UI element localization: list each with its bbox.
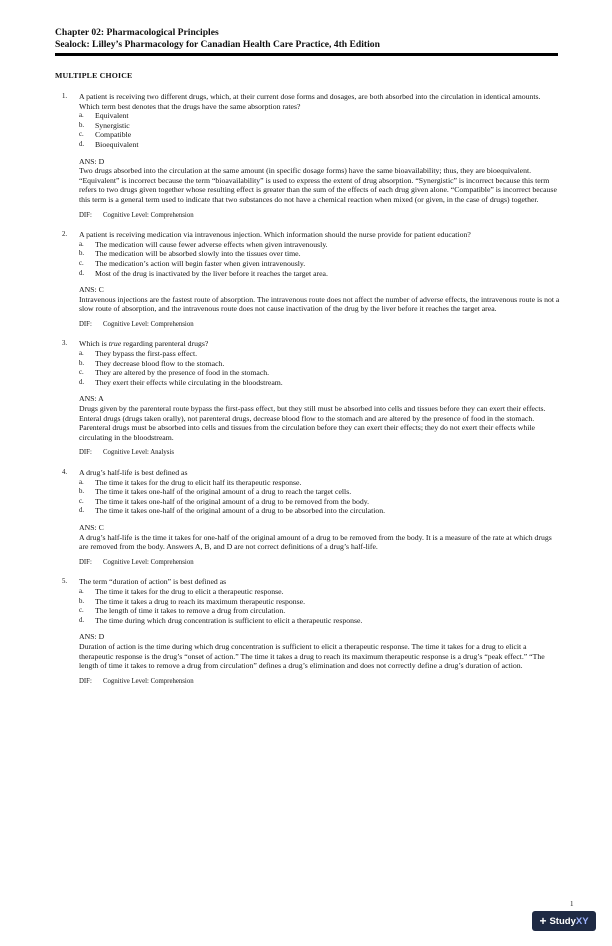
option-text: The time it takes a drug to reach its maximum therapeutic response.	[95, 596, 306, 606]
option-text: They decrease blood flow to the stomach.	[95, 358, 225, 368]
difficulty	[79, 448, 560, 458]
stem-text: regarding parenteral drugs?	[121, 339, 209, 349]
question-number: 2.	[62, 231, 68, 239]
option-text: The medication’s action will begin faster when given intravenously.	[95, 258, 306, 268]
option-b	[79, 597, 560, 607]
rationale: Intravenous injections are the fastest route of absorption. The intravenous route does not affect the number of adverse effects, the intravenous route is not a slow route of absorption, and the intravenous route does not cause inactivation of the drug by the liver before it reaches the target area.	[79, 294, 560, 314]
header-rule	[55, 53, 558, 56]
option-c	[79, 368, 560, 378]
option-letter: a.	[79, 587, 84, 595]
answer-key: ANS: D	[79, 632, 105, 642]
option-letter: b.	[79, 597, 85, 605]
rationale: Two drugs absorbed into the circulation at the same amount (in specific dosage forms) have the same bioavailability; thus, they are bioequivalent. “Equivalent” is incorrect because the term “bioavailability” is used to express the extent of drug absorption. “Synergistic” is incorrect because this term refers to two drugs given together whose resulting effect is greater than the sum of the effects of each drug given alone. “Compatible” is incorrect because this term is a general term used to indicate that two substances do not have a chemical reaction when mixed (or given, in the case of drugs) together.	[79, 166, 557, 204]
option-text: They are altered by the presence of food in the stomach.	[95, 368, 270, 378]
option-b	[79, 249, 560, 259]
option-letter: d.	[79, 507, 85, 515]
question-number: 5.	[62, 578, 68, 586]
stem-text: Which is	[79, 339, 109, 349]
option-a	[79, 587, 560, 597]
answer-key: ANS: C	[79, 285, 104, 295]
difficulty-label: DIF:	[79, 449, 92, 457]
rationale: Duration of action is the time during which drug concentration is sufficient to elicit a therapeutic response. The time it takes for a drug to elicit a therapeutic response is the drug’s “onset of action.” The time it takes a drug to reach its maximum therapeutic response is a drug’s “peak effect.” “The length of time it takes to remove a drug from circulation” defines a drug’s elimination and does not correctly define a drug’s duration of action.	[79, 641, 545, 671]
option-text: They bypass the first-pass effect.	[95, 349, 198, 359]
option-letter: c.	[79, 131, 84, 139]
option-a	[79, 478, 560, 488]
section-title: MULTIPLE CHOICE	[55, 71, 133, 80]
option-text: The time it takes one-half of the original amount of a drug to reach the target cells.	[95, 487, 352, 497]
answer-options	[79, 111, 560, 149]
option-text: The time it takes for the drug to elicit half its therapeutic response.	[95, 477, 302, 487]
badge-xy-text: XY	[575, 915, 589, 927]
badge-study-text: Study	[549, 915, 576, 927]
difficulty	[79, 211, 560, 221]
option-a	[79, 111, 560, 121]
question-stem: A patient is receiving two different drugs, which, at their current dose forms and dosages, are both absorbed into the circulation in identical amounts. Which term best denotes that the drugs have the same absorption rates?	[79, 92, 541, 111]
option-c	[79, 497, 395, 507]
answer-key: ANS: D	[79, 156, 105, 166]
option-c	[79, 130, 560, 140]
option-b	[79, 121, 560, 131]
rationale: Drugs given by the parenteral route bypass the first-pass effect, but they still must be absorbed into cells and tissues before they can exert their effects. Enteral drugs (drugs taken orally), not parenteral drugs, decrease blood flow to the stomach and are altered by the presence of food in the stomach. Parenteral drugs must be absorbed into cells and tissues from the circulation before they can exert their effects; they do not exert their effects while circulating in the bloodstream.	[79, 404, 546, 442]
option-letter: d.	[79, 616, 85, 624]
option-a	[79, 240, 560, 250]
difficulty-label: DIF:	[79, 211, 92, 219]
option-text: Compatible	[95, 130, 132, 140]
option-letter: d.	[79, 378, 85, 386]
option-d	[79, 506, 395, 516]
question-stem: The term “duration of action” is best defined as	[79, 577, 227, 587]
option-letter: c.	[79, 497, 84, 505]
option-letter: c.	[79, 369, 84, 377]
option-letter: b.	[79, 359, 85, 367]
option-letter: a.	[79, 478, 84, 486]
answer-options	[79, 240, 560, 278]
plus-icon: +	[539, 914, 547, 928]
difficulty	[79, 677, 560, 687]
option-c	[79, 606, 560, 616]
option-text: Synergistic	[95, 120, 130, 130]
option-letter: a.	[79, 350, 84, 358]
difficulty-label: DIF:	[79, 677, 92, 685]
question-stem: A patient is receiving medication via intravenous injection. Which information should the nurse provide for patient education?	[79, 230, 471, 240]
rationale: A drug’s half-life is the time it takes for one-half of the original amount of a drug to be removed from the body. It is a measure of the rate at which drugs are removed from the body. Answers A, B, and D are not correct definitions of a drug’s half-life.	[79, 532, 552, 552]
option-letter: a.	[79, 112, 84, 120]
option-text: The time it takes one-half of the original amount of a drug to be absorbed into the circulation.	[95, 506, 386, 516]
page-number: 1	[570, 900, 574, 908]
question-number: 3.	[62, 340, 68, 348]
option-text: The medication will cause fewer adverse effects when given intravenously.	[95, 239, 328, 249]
option-text: The time it takes one-half of the original amount of a drug to be removed from the body.	[95, 496, 370, 506]
question-list	[55, 92, 560, 696]
answer-options	[79, 349, 560, 387]
difficulty-value: Cognitive Level: Comprehension	[103, 211, 194, 219]
answer-options	[79, 478, 560, 516]
document-header	[55, 27, 558, 51]
option-d	[79, 616, 395, 626]
option-b	[79, 359, 560, 369]
option-text: Most of the drug is inactivated by the liver before it reaches the target area.	[95, 268, 328, 278]
option-text: The length of time it takes to remove a drug from circulation.	[95, 606, 286, 616]
option-letter: d.	[79, 269, 85, 277]
option-letter: d.	[79, 140, 85, 148]
option-letter: c.	[79, 259, 84, 267]
answer-options	[79, 587, 560, 625]
difficulty	[79, 320, 560, 330]
option-d	[79, 269, 560, 279]
answer-key: ANS: C	[79, 522, 104, 532]
answer-key: ANS: A	[79, 394, 104, 404]
option-text: The medication will be absorbed slowly into the tissues over time.	[95, 249, 301, 259]
question-stem: A drug’s half-life is best defined as	[79, 468, 188, 477]
option-letter: b.	[79, 488, 85, 496]
studyxy-badge[interactable]	[532, 911, 596, 931]
question-stem	[79, 339, 560, 349]
option-text: The time it takes for the drug to elicit a therapeutic response.	[95, 586, 284, 596]
option-d	[79, 140, 560, 150]
difficulty	[79, 558, 560, 568]
chapter-title: Chapter 02: Pharmacological Principles	[55, 27, 219, 38]
stem-emphasis: true	[108, 339, 122, 349]
option-text: Equivalent	[95, 111, 129, 121]
question-5	[55, 577, 560, 686]
option-text: Bioequivalent	[95, 139, 139, 149]
question-4	[55, 468, 560, 567]
difficulty-value: Cognitive Level: Comprehension	[103, 320, 194, 328]
question-3	[55, 339, 560, 458]
difficulty-label: DIF:	[79, 558, 92, 566]
option-a	[79, 349, 560, 359]
question-2	[55, 230, 560, 329]
question-number: 1.	[62, 93, 68, 100]
question-number: 4.	[62, 469, 68, 476]
difficulty-value: Cognitive Level: Comprehension	[103, 558, 194, 566]
book-title: Sealock: Lilley’s Pharmacology for Canadian Health Care Practice, 4th Edition	[55, 39, 380, 50]
option-letter: a.	[79, 240, 84, 248]
option-c	[79, 259, 560, 269]
option-letter: c.	[79, 607, 84, 615]
option-letter: b.	[79, 121, 85, 129]
difficulty-value: Cognitive Level: Analysis	[103, 449, 174, 457]
option-b	[79, 487, 395, 497]
option-d	[79, 378, 560, 388]
question-1	[55, 92, 560, 220]
difficulty-label: DIF:	[79, 320, 92, 328]
option-letter: b.	[79, 250, 85, 258]
option-text: They exert their effects while circulating in the bloodstream.	[95, 377, 283, 387]
difficulty-value: Cognitive Level: Comprehension	[103, 677, 194, 685]
badge-brand	[549, 916, 588, 927]
option-text: The time during which drug concentration is sufficient to elicit a therapeutic response.	[95, 615, 363, 625]
